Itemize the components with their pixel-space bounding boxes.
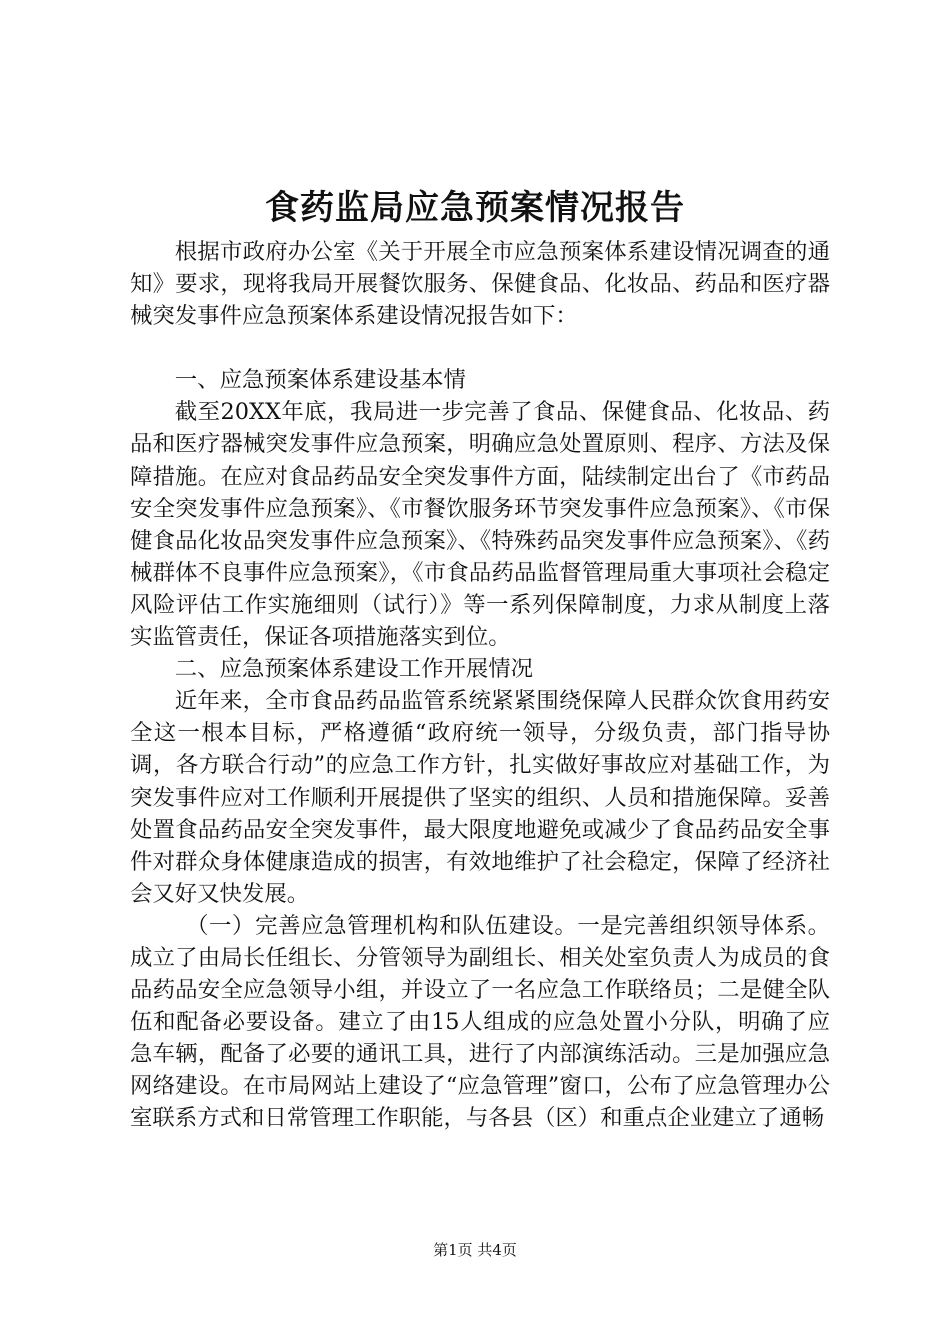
- document-body: [130, 236, 830, 1135]
- section-1-paragraph: 截至20XX年底，我局进一步完善了食品、保健食品、化妆品、药品和医疗器械突发事件应急预案，明确应急处置原则、程序、方法及保障措施。在应对食品药品安全突发事件方面，陆续制定出台了《市药品安全突发事件应急预案》、《市餐饮服务环节突发事件应急预案》、《市保健食品化妆品突发事件应急预案》、《特殊药品突发事件应急预案》、《药械群体不良事件应急预案》，《市食品药品监督管理局重大事项社会稳定风险评估工作实施细则（试行）》等一系列保障制度，力求从制度上落实监管责任，保证各项措施落实到位。: [130, 399, 830, 651]
- page-footer: 第1页 共4页: [433, 1241, 517, 1259]
- intro-paragraph: 根据市政府办公室《关于开展全市应急预案体系建设情况调查的通知》要求，现将我局开展餐饮服务、保健食品、化妆品、药品和医疗器械突发事件应急预案体系建设情况报告如下：: [130, 239, 830, 330]
- section-2-paragraph: 近年来，全市食品药品监管系统紧紧围绕保障人民群众饮食用药安全这一根本目标，严格遵循“政府统一领导，分级负责，部门指导协调，各方联合行动”的应急工作方针，扎实做好事故应对基础工作，为突发事件应对工作顺利开展提供了坚实的组织、人员和措施保障。妥善处置食品药品安全突发事件，最大限度地避免或减少了食品药品安全事件对群众身体健康造成的损害，有效地维护了社会稳定，保障了经济社会又好又快发展。: [130, 688, 830, 907]
- section-2-heading: 二、应急预案体系建设工作开展情况: [174, 656, 534, 683]
- subsection-1-paragraph: （一）完善应急管理机构和队伍建设。一是完善组织领导体系。成立了由局长任组长、分管领导为副组长、相关处室负责人为成员的食品药品安全应急领导小组，并设立了一名应急工作联络员；二是健全队伍和配备必要设备。建立了由15人组成的应急处置小分队，明确了应急车辆，配备了必要的通讯工具，进行了内部演练活动。三是加强应急网络建设。在市局网站上建设了“应急管理”窗口，公布了应急管理办公室联系方式和日常管理工作职能，与各县（区）和重点企业建立了通畅: [130, 912, 830, 1132]
- section-1-heading: 一、应急预案体系建设基本情: [174, 367, 466, 394]
- document-title: 食药监局应急预案情况报告: [265, 188, 685, 228]
